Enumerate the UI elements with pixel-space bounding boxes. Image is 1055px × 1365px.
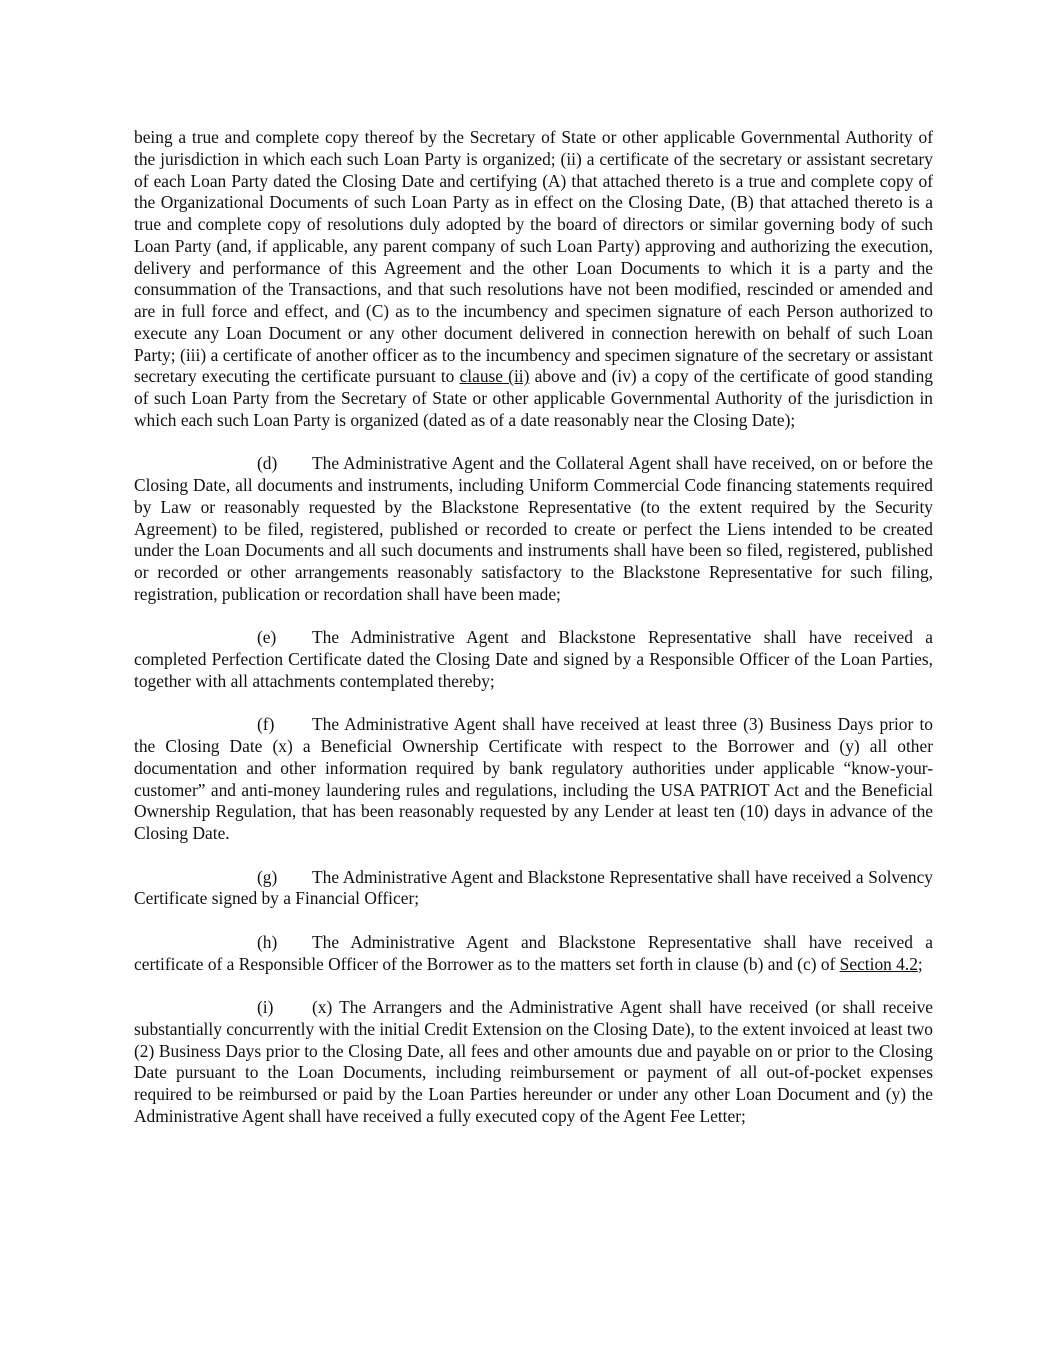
paragraph-e-text: The Administrative Agent and Blackstone Representative shall have received a completed Perfection Certificate dated the Closing Date and signed by a Responsible Officer of the Loan Parties, together with all attachments contemplated thereby;: [134, 627, 933, 691]
paragraph-h-label: (h): [257, 931, 278, 952]
paragraph-g-label: (g): [257, 866, 278, 887]
paragraph-d-label: (d): [257, 453, 278, 474]
paragraph-h-text-end: ;: [917, 953, 923, 974]
paragraph-i: [134, 997, 933, 1128]
paragraph-i-label: (i): [257, 997, 274, 1017]
paragraph-g: [134, 867, 933, 911]
paragraph-g-text: The Administrative Agent and Blackstone Representative shall have received a Solvency Certificate signed by a Financial Officer;: [134, 866, 933, 909]
paragraph-d-text: The Administrative Agent and the Collateral Agent shall have received, on or before the Closing Date, all documents and instruments, including Uniform Commercial Code financing statements required by Law or reasonably requested by the Blackstone Representative (to the extent required by the Security Agreement) to be filed, registered, published or recorded to create or perfect the Liens intended to be created under the Loan Documents and all such documents and instruments shall have been so filed, registered, published or recorded or other arrangements reasonably satisfactory to the Blackstone Representative for such filing, registration, publication or recordation shall have been made;: [134, 453, 933, 604]
continuation-text-start: being a true and complete copy thereof by the Secretary of State or other applicable Governmental Authority of the jurisdiction in which each such Loan Party is organized; (ii) a certificate of the secretary or assistant secretary of each Loan Party dated the Closing Date and certifying (A) that attached thereto is a true and complete copy of the Organizational Documents of such Loan Party as in effect on the Closing Date, (B) that attached thereto is a true and complete copy of resolutions duly adopted by the board of directors or similar governing body of such Loan Party (and, if applicable, any parent company of such Loan Party) approving and authorizing the execution, delivery and performance of this Agreement and the other Loan Documents to which it is a party and the consummation of the Transactions, and that such resolutions have not been modified, rescinded or amended and are in full force and effect, and (C) as to the incumbency and specimen signature of each Person authorized to execute any Loan Document or any other document delivered in connection herewith on behalf of such Loan Party; (iii) a certificate of another officer as to the incumbency and specimen signature of the secretary or assistant secretary executing the certificate pursuant to: [134, 127, 933, 387]
paragraph-i-text: (x) The Arrangers and the Administrative Agent shall have received (or shall receive substantially concurrently with the initial Credit Extension on the Closing Date), to the extent invoiced at least two (2) Business Days prior to the Closing Date, all fees and other amounts due and payable on or prior to the Closing Date pursuant to the Loan Documents, including reimbursement or payment of all out-of-pocket expenses required to be reimbursed or paid by the Loan Parties hereunder or under any other Loan Document and (y) the Administrative Agent shall have received a fully executed copy of the Agent Fee Letter;: [134, 997, 933, 1126]
paragraph-f-label: (f): [257, 714, 275, 735]
continuation-text-end: above and (iv) a copy of the certificate of good standing of such Loan Party from the Secretary of State or other applicable Governmental Authority of the jurisdiction in which each such Loan Party is organized (dated as of a date reasonably near the Closing Date);: [134, 366, 933, 430]
paragraph-f: [134, 714, 933, 845]
document-page: [134, 127, 933, 1149]
paragraph-d: [134, 453, 933, 605]
continuation-paragraph: [134, 127, 933, 432]
section-4-2-reference: Section 4.2: [839, 953, 918, 974]
paragraph-e: [134, 627, 933, 692]
paragraph-h: [134, 932, 933, 976]
paragraph-f-text: The Administrative Agent shall have received at least three (3) Business Days prior to the Closing Date (x) a Beneficial Ownership Certificate with respect to the Borrower and (y) all other documentation and other information required by bank regulatory authorities under applicable “know-your-customer” and anti-money laundering rules and regulations, including the USA PATRIOT Act and the Beneficial Ownership Regulation, that has been reasonably requested by any Lender at least ten (10) days in advance of the Closing Date.: [134, 714, 933, 843]
clause-ii-reference: clause (ii): [459, 366, 530, 387]
paragraph-e-label: (e): [257, 627, 277, 648]
paragraph-h-text-start: The Administrative Agent and Blackstone Representative shall have received a certificate of a Responsible Officer of the Borrower as to the matters set forth in clause (b) and (c) of: [134, 931, 933, 974]
